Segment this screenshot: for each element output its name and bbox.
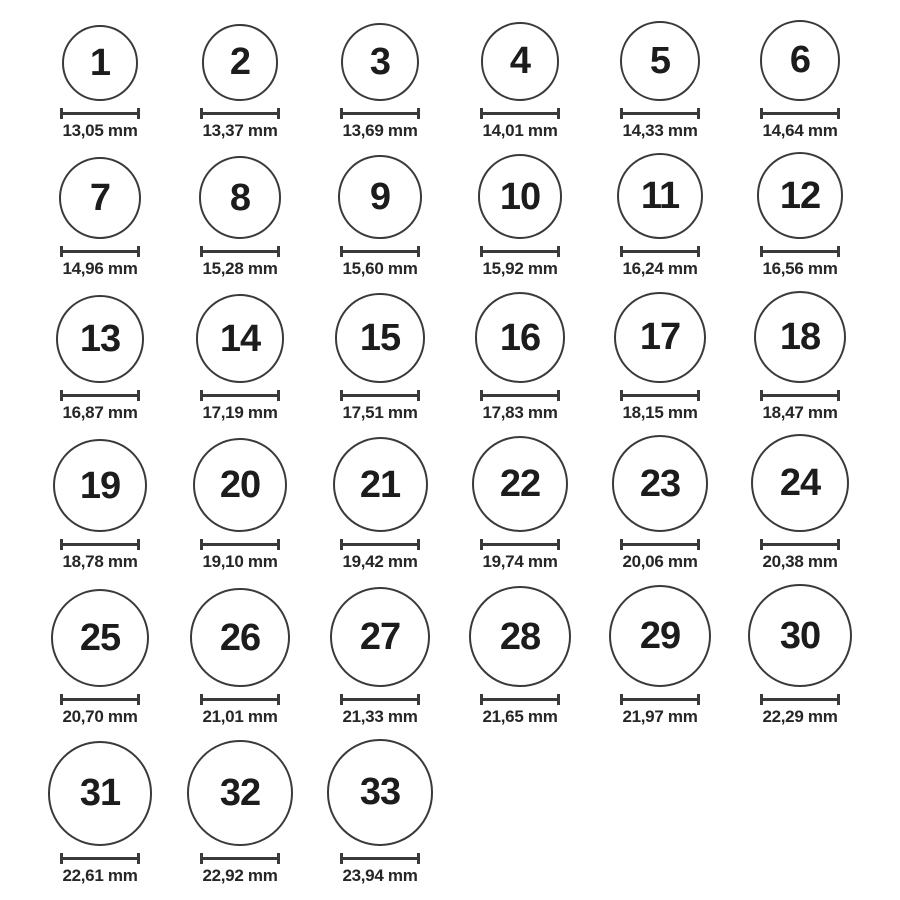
ring-circle xyxy=(472,436,568,532)
ring-size-cell xyxy=(53,439,146,572)
ring-size-number: 4 xyxy=(509,40,531,83)
diameter-dimension-line xyxy=(620,694,700,705)
diameter-dimension-line xyxy=(340,390,420,401)
ring-size-number: 10 xyxy=(499,175,541,218)
ring-size-number: 1 xyxy=(89,41,111,84)
ring-size-number: 32 xyxy=(219,771,261,814)
ring-circle xyxy=(335,293,424,382)
ring-size-number: 33 xyxy=(359,771,401,814)
ring-size-number: 13 xyxy=(79,318,121,360)
ring-size-number: 12 xyxy=(779,174,821,217)
ring-circle xyxy=(187,740,292,845)
diameter-dimension-line xyxy=(340,108,420,119)
ring-size-cell xyxy=(187,740,292,885)
diameter-label: 23,94 mm xyxy=(342,865,418,885)
ring-circle xyxy=(469,586,571,688)
diameter-label: 20,06 mm xyxy=(622,552,698,572)
ring-circle xyxy=(751,434,849,532)
ring-size-number: 3 xyxy=(369,40,391,83)
diameter-dimension-line xyxy=(480,390,560,401)
diameter-label: 22,92 mm xyxy=(202,865,278,885)
ring-size-cell xyxy=(330,587,431,727)
diameter-dimension-line xyxy=(480,246,560,257)
diameter-label: 15,92 mm xyxy=(482,258,558,278)
ring-size-cell xyxy=(612,435,709,572)
diameter-label: 20,38 mm xyxy=(762,552,838,572)
ring-size-number: 26 xyxy=(219,616,261,659)
ring-size-cell xyxy=(56,295,143,422)
diameter-label: 21,65 mm xyxy=(482,707,558,727)
diameter-dimension-line xyxy=(60,694,140,705)
ring-size-number: 2 xyxy=(229,41,251,84)
ring-size-cell xyxy=(475,292,565,422)
diameter-label: 16,24 mm xyxy=(622,258,698,278)
diameter-label: 13,69 mm xyxy=(342,120,418,140)
diameter-dimension-line xyxy=(760,539,840,550)
ring-size-number: 29 xyxy=(639,615,681,658)
ring-size-cell xyxy=(757,152,843,278)
ring-size-number: 23 xyxy=(639,462,681,505)
ring-size-number: 21 xyxy=(359,463,401,506)
ring-circle xyxy=(190,588,290,688)
diameter-dimension-line xyxy=(340,694,420,705)
diameter-label: 17,19 mm xyxy=(202,402,278,422)
diameter-label: 17,51 mm xyxy=(342,402,418,422)
ring-circle xyxy=(614,292,705,383)
diameter-dimension-line xyxy=(60,246,140,257)
diameter-label: 14,64 mm xyxy=(762,120,838,140)
ring-size-cell xyxy=(480,22,560,141)
diameter-label: 21,01 mm xyxy=(202,707,278,727)
ring-circle xyxy=(478,154,563,239)
ring-size-number: 8 xyxy=(229,176,251,219)
diameter-label: 13,37 mm xyxy=(202,120,278,140)
ring-size-number: 16 xyxy=(499,316,541,359)
diameter-dimension-line xyxy=(60,390,140,401)
ring-size-cell xyxy=(469,586,571,727)
diameter-label: 21,97 mm xyxy=(622,707,698,727)
ring-size-number: 19 xyxy=(79,464,121,507)
ring-size-cell xyxy=(193,438,287,572)
ring-size-cell xyxy=(620,21,700,140)
diameter-dimension-line xyxy=(200,390,280,401)
ring-size-cell xyxy=(340,23,420,141)
diameter-dimension-line xyxy=(760,390,840,401)
diameter-dimension-line xyxy=(200,853,280,864)
ring-size-cell xyxy=(472,436,568,572)
ring-circle xyxy=(341,23,419,101)
ring-size-cell xyxy=(609,585,712,727)
diameter-dimension-line xyxy=(340,539,420,550)
ring-circle xyxy=(59,157,141,239)
ring-circle xyxy=(62,25,138,101)
diameter-label: 14,96 mm xyxy=(62,258,138,278)
ring-size-cell xyxy=(760,20,841,140)
ring-circle xyxy=(56,295,143,382)
ring-size-grid xyxy=(30,0,870,885)
ring-size-number: 24 xyxy=(779,462,821,505)
diameter-dimension-line xyxy=(340,853,420,864)
diameter-dimension-line xyxy=(620,108,700,119)
diameter-dimension-line xyxy=(340,246,420,257)
diameter-label: 21,33 mm xyxy=(342,707,418,727)
ring-circle xyxy=(748,584,852,688)
diameter-label: 22,29 mm xyxy=(762,707,838,727)
ring-size-cell xyxy=(617,153,703,278)
ring-size-cell xyxy=(748,584,852,727)
diameter-dimension-line xyxy=(480,108,560,119)
ring-size-number: 11 xyxy=(640,175,680,218)
diameter-label: 15,60 mm xyxy=(342,258,418,278)
ring-size-number: 6 xyxy=(789,39,811,82)
ring-size-cell xyxy=(190,588,290,727)
ring-size-number: 5 xyxy=(649,39,671,82)
ring-size-cell xyxy=(333,437,428,572)
ring-circle xyxy=(481,22,560,101)
diameter-dimension-line xyxy=(200,108,280,119)
ring-size-number: 7 xyxy=(89,177,111,220)
diameter-dimension-line xyxy=(480,539,560,550)
ring-size-cell xyxy=(338,155,422,278)
ring-size-cell xyxy=(196,294,284,422)
ring-size-number: 28 xyxy=(499,615,541,658)
ring-circle xyxy=(338,155,422,239)
diameter-label: 19,10 mm xyxy=(202,552,278,572)
ring-size-number: 30 xyxy=(779,614,821,657)
ring-size-cell xyxy=(327,739,433,885)
ring-circle xyxy=(757,152,843,238)
ring-size-cell xyxy=(51,589,150,727)
ring-circle xyxy=(620,21,700,101)
ring-size-cell xyxy=(59,157,141,278)
ring-circle xyxy=(475,292,565,382)
ring-size-cell xyxy=(48,741,153,885)
diameter-label: 18,47 mm xyxy=(762,402,838,422)
ring-size-number: 25 xyxy=(79,617,121,660)
diameter-dimension-line xyxy=(760,108,840,119)
diameter-dimension-line xyxy=(620,539,700,550)
ring-size-cell xyxy=(199,156,282,278)
ring-size-number: 27 xyxy=(359,616,401,659)
diameter-dimension-line xyxy=(760,246,840,257)
ring-circle xyxy=(199,156,282,239)
ring-circle xyxy=(333,437,428,532)
ring-circle xyxy=(609,585,712,688)
ring-size-number: 9 xyxy=(369,176,391,219)
ring-size-number: 22 xyxy=(499,463,541,506)
ring-size-number: 17 xyxy=(639,316,681,359)
ring-circle xyxy=(612,435,709,532)
diameter-label: 19,42 mm xyxy=(342,552,418,572)
ring-size-cell xyxy=(200,24,280,141)
diameter-label: 19,74 mm xyxy=(482,552,558,572)
ring-circle xyxy=(330,587,431,688)
diameter-dimension-line xyxy=(620,390,700,401)
ring-circle xyxy=(202,24,279,101)
diameter-dimension-line xyxy=(200,539,280,550)
diameter-dimension-line xyxy=(60,108,140,119)
diameter-dimension-line xyxy=(480,694,560,705)
diameter-label: 15,28 mm xyxy=(202,258,278,278)
diameter-label: 20,70 mm xyxy=(62,707,138,727)
diameter-dimension-line xyxy=(60,539,140,550)
diameter-dimension-line xyxy=(60,853,140,864)
diameter-label: 14,33 mm xyxy=(622,120,698,140)
ring-size-cell xyxy=(478,154,563,278)
diameter-label: 16,87 mm xyxy=(62,402,138,422)
ring-circle xyxy=(327,739,433,845)
ring-size-number: 14 xyxy=(219,317,261,360)
ring-circle xyxy=(53,439,146,532)
ring-size-number: 18 xyxy=(779,315,821,358)
ring-circle xyxy=(51,589,150,688)
ring-circle xyxy=(193,438,287,532)
diameter-dimension-line xyxy=(200,246,280,257)
diameter-dimension-line xyxy=(760,694,840,705)
ring-size-number: 20 xyxy=(219,464,261,507)
ring-size-cell xyxy=(60,25,140,141)
ring-circle xyxy=(48,741,153,846)
ring-size-number: 15 xyxy=(359,317,401,360)
ring-size-cell xyxy=(335,293,424,422)
diameter-label: 14,01 mm xyxy=(482,120,558,140)
diameter-label: 13,05 mm xyxy=(62,120,138,140)
diameter-dimension-line xyxy=(200,694,280,705)
ring-size-cell xyxy=(614,292,705,423)
ring-circle xyxy=(754,291,846,383)
diameter-label: 22,61 mm xyxy=(62,865,138,885)
diameter-label: 18,78 mm xyxy=(62,552,138,572)
ring-circle xyxy=(760,20,841,101)
diameter-label: 16,56 mm xyxy=(762,258,838,278)
ring-size-cell xyxy=(751,434,849,572)
ring-size-cell xyxy=(754,291,846,423)
ring-circle xyxy=(196,294,284,382)
diameter-label: 18,15 mm xyxy=(622,402,698,422)
ring-circle xyxy=(617,153,703,239)
ring-size-number: 31 xyxy=(79,772,121,815)
diameter-dimension-line xyxy=(620,246,700,257)
diameter-label: 17,83 mm xyxy=(482,402,558,422)
